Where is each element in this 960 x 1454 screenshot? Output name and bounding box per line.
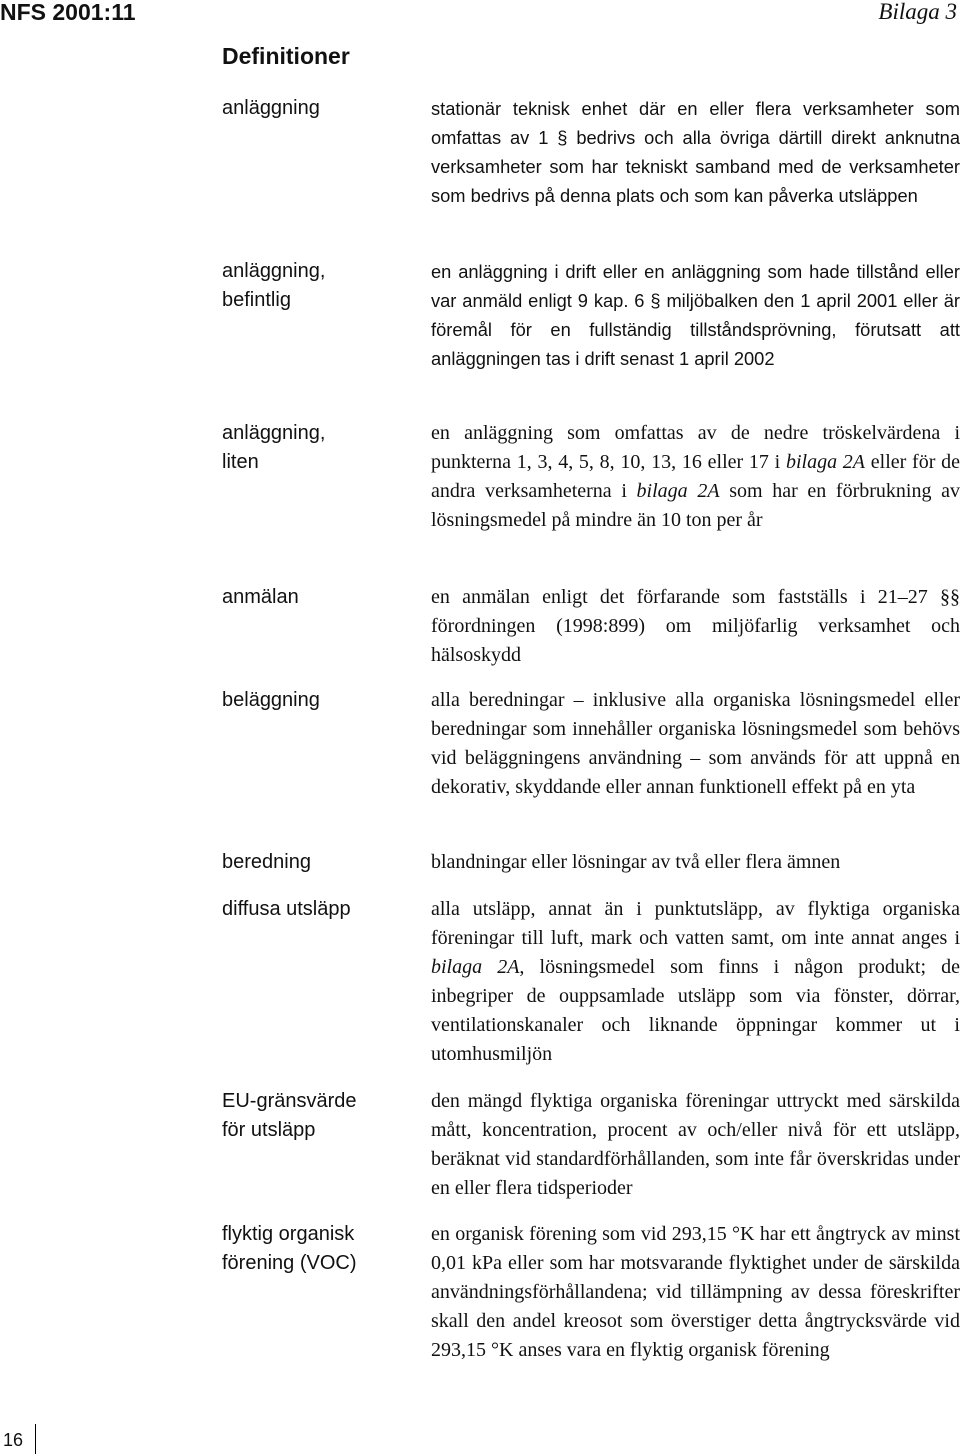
section-title: Definitioner xyxy=(222,43,350,69)
definition-text: alla beredningar – inklusive alla organiska lösningsmedel eller beredningar som innehåller organiska lösningsmedel som behövs vid beläggningens användning – som används för att uppnå en dekorativ, skyddande eller annan funktionell effekt på en yta xyxy=(431,689,960,798)
appendix-label: Bilaga 3 xyxy=(878,0,957,24)
definition-term: anläggning, befintlig xyxy=(222,260,326,311)
definition-text: en anläggning som omfattas av de nedre tröskelvärdena i punkterna 1, 3, 4, 5, 8, 10, 13, 16 eller 17 i bilaga 2A eller för de andra verksamheterna i bilaga 2A som har en förbrukning av lösningsmedel på mindre än 10 ton per år xyxy=(431,422,960,531)
margin-rule xyxy=(35,1424,36,1454)
definition-term: beläggning xyxy=(222,689,320,711)
definition-term: diffusa utsläpp xyxy=(222,898,351,920)
definition-term: flyktig organisk förening (VOC) xyxy=(222,1223,357,1274)
definition-text: en anmälan enligt det förfarande som fastställs i 21–27 §§ förordningen (1998:899) om miljöfarlig verksamhet och hälsoskydd xyxy=(431,586,960,666)
definition-term: beredning xyxy=(222,851,311,873)
definition-text: stationär teknisk enhet där en eller flera verksamheter som omfattas av 1 § bedrivs och alla övriga därtill direkt anknutna verksamheter som har tekniskt samband med de verksamheter som bedrivs på denna plats och som kan påverka utsläppen xyxy=(431,98,960,206)
definition-term: anmälan xyxy=(222,586,299,608)
definition-term: EU-gränsvärde för utsläpp xyxy=(222,1090,357,1141)
definition-text: alla utsläpp, annat än i punktutsläpp, av flyktiga organiska föreningar till luft, mark och vatten samt, om inte annat anges i bilaga 2A, lösningsmedel som finns i någon produkt; de inbegriper de ouppsamlade utsläpp som via fönster, dörrar, ventilationskanaler och liknande öppningar kommer ut i utomhusmiljön xyxy=(431,898,960,1065)
definition-text: en organisk förening som vid 293,15 °K har ett ångtryck av minst 0,01 kPa eller som har motsvarande flyktighet under de särskilda användningsförhållandena; vid tillämpning av dessa föreskrifter skall den andel kreosot som överstiger detta ångtrycksvärde vid 293,15 °K anses vara en flyktig organisk förening xyxy=(431,1223,960,1361)
definition-text: blandningar eller lösningar av två eller flera ämnen xyxy=(431,851,841,873)
definition-text: en anläggning i drift eller en anläggning som hade tillstånd eller var anmäld enligt 9 kap. 6 § miljöbalken den 1 april 2001 eller är föremål för en fullständig tillståndsprövning, förutsatt att anläggningen tas i drift senast 1 april 2002 xyxy=(431,261,960,369)
definition-term: anläggning, liten xyxy=(222,422,326,473)
page-number: 16 xyxy=(3,1430,24,1450)
document-id: NFS 2001:11 xyxy=(0,0,136,25)
definition-text: den mängd flyktiga organiska föreningar uttryckt med särskilda mått, koncentration, procent av och/eller nivå för ett utsläpp, beräknat vid standardförhållanden, som inte får överskridas under en eller flera tidsperioder xyxy=(431,1090,960,1199)
definition-term: anläggning xyxy=(222,97,320,119)
